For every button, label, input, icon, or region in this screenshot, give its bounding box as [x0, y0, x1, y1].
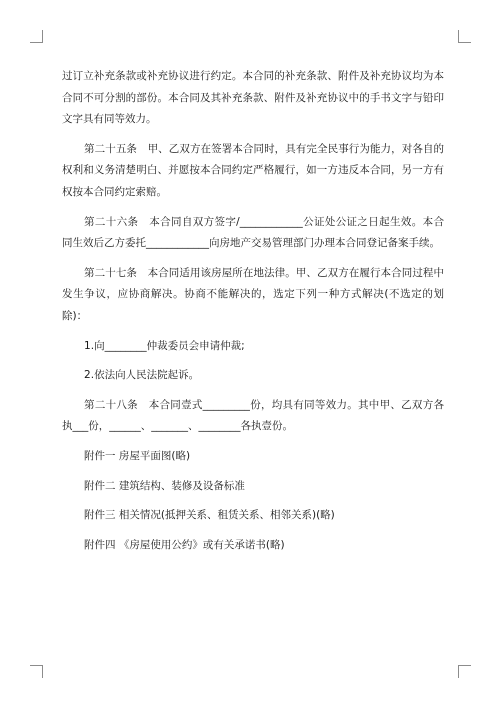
attachment-2: 附件二 建筑结构、装修及设备标准 [84, 479, 245, 492]
paragraph-continuation: 过订立补充条款或补充协议进行约定。本合同的补充条款、附件及补充协议均为本合同不可分割的部份。本合同及其补充条款、附件及补充协议中的手书文字与铅印文字具有同等效力。 [62, 70, 444, 126]
attachment-4: 附件四 《房屋使用公约》或有关承诺书(略) [84, 538, 285, 551]
article-27: 第二十七条 本合同适用该房屋所在地法律。甲、乙双方在履行本合同过程中发生争议，应协商解决。协商不能解决的，选定下列一种方式解决(不选定的划除)： [62, 266, 444, 322]
option-litigation: 2.依法向人民法院起诉。 [84, 369, 200, 382]
option-arbitration: 1.向________仲裁委员会申请仲裁; [84, 339, 245, 352]
crop-mark-top-right [458, 30, 471, 43]
article-28: 第二十八条 本合同壹式_________份，均具有同等效力。其中甲、乙双方各执___份，______、_______、________各执壹份。 [62, 398, 444, 433]
crop-mark-bottom-right [458, 665, 471, 678]
crop-mark-bottom-left [30, 665, 43, 678]
attachment-1: 附件一 房屋平面图(略) [84, 449, 191, 462]
crop-mark-top-left [30, 30, 43, 43]
article-26: 第二十六条 本合同自双方签字/____________公证处公证之日起生效。本合同生效后乙方委托____________向房地产交易管理部门办理本合同登记备案手续。 [62, 215, 444, 250]
attachment-3: 附件三 相关情况(抵押关系、租赁关系、相邻关系)(略) [84, 509, 335, 522]
article-25: 第二十五条 甲、乙双方在签署本合同时，具有完全民事行为能力，对各自的权利和义务清楚明白、并愿按本合同约定严格履行，如一方违反本合同，另一方有权按本合同约定索赔。 [62, 142, 444, 198]
document-body [62, 66, 444, 564]
